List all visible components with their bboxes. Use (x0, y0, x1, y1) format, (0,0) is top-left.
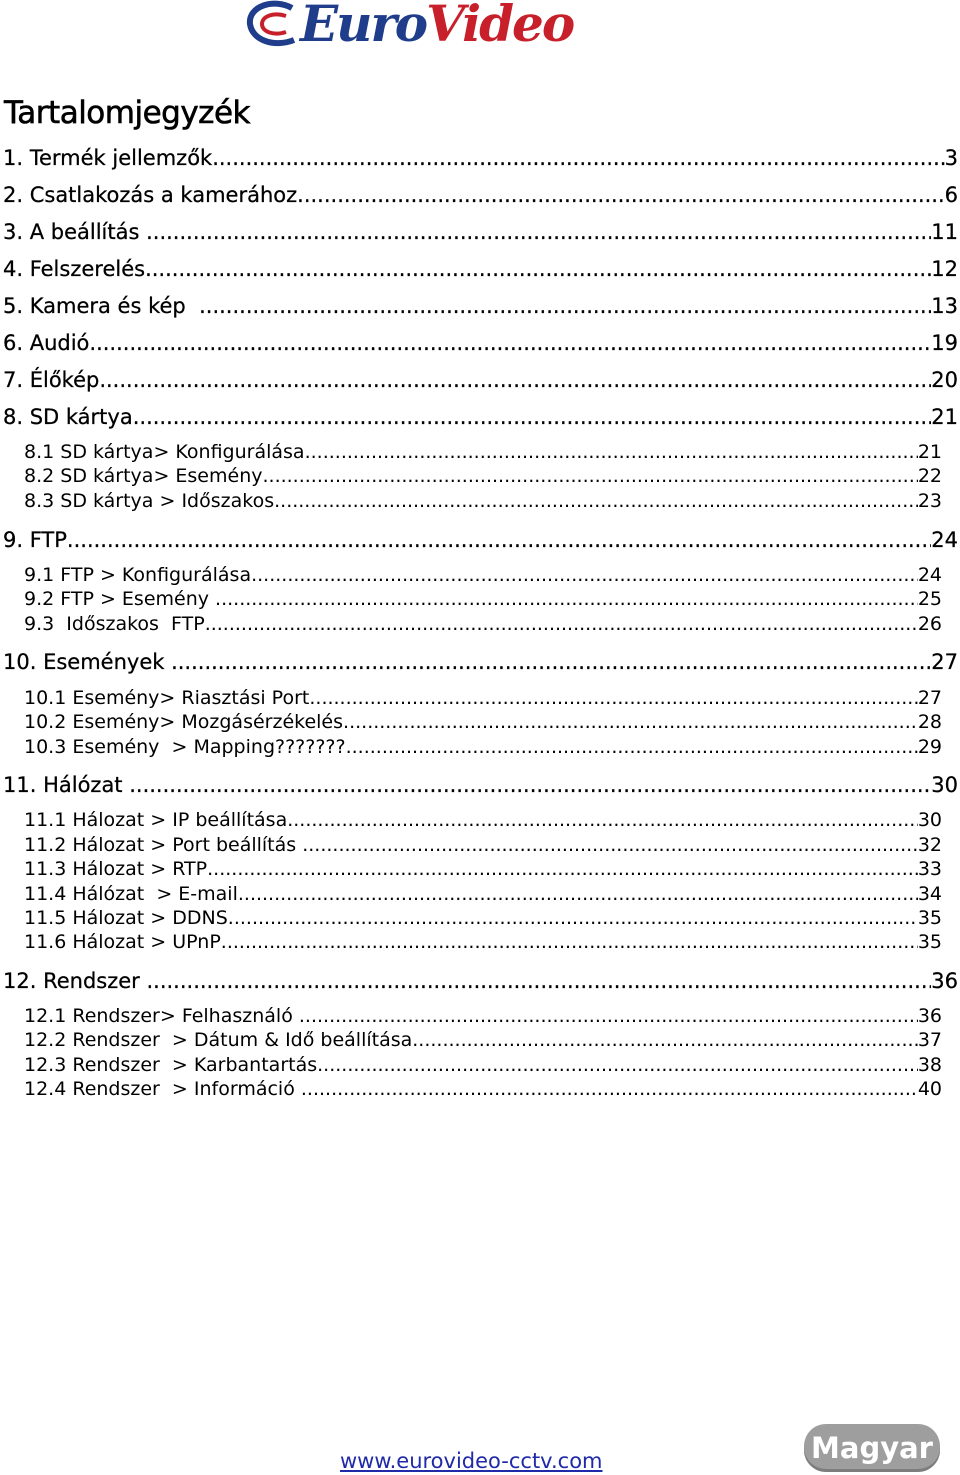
toc-subentry[interactable] (24, 563, 942, 587)
toc-entry-label: 9. FTP (3, 528, 67, 552)
toc-entry-label: 4. Felszerelés (3, 257, 146, 281)
toc-subentry[interactable] (24, 735, 942, 759)
toc-leader-dots (221, 930, 918, 954)
toc-page-number: 11 (931, 220, 958, 244)
toc-leader-dots (212, 144, 944, 172)
toc-page-number: 36 (917, 1005, 942, 1027)
toc-entry-label: 12.2 Rendszer > Dátum & Idő beállítása (24, 1029, 413, 1051)
toc-page-number: 40 (917, 1078, 942, 1100)
toc-leader-dots (305, 440, 918, 464)
toc-page-number: 35 (917, 907, 942, 929)
toc-entry[interactable] (3, 329, 958, 357)
logo-wordmark (300, 0, 573, 54)
toc-entry-label: 12. Rendszer (3, 969, 147, 993)
toc-leader-dots (199, 292, 931, 320)
toc-subentry[interactable] (24, 808, 942, 832)
toc-leader-dots (262, 464, 917, 488)
toc-page-number: 38 (917, 1054, 942, 1076)
toc-entry[interactable] (3, 181, 958, 209)
toc-leader-dots (238, 882, 918, 906)
toc-subentry[interactable] (24, 686, 942, 710)
toc-page-number: 21 (917, 441, 942, 463)
toc-entry-label: 11.2 Hálozat > Port beállítás (24, 834, 303, 856)
toc-entry-label: 6. Audió (3, 331, 90, 355)
toc-entry-label: 3. A beállítás (3, 220, 147, 244)
toc-leader-dots (205, 612, 918, 636)
toc-entry-label: 12.4 Rendszer > Információ (24, 1078, 301, 1100)
toc-leader-dots (145, 255, 931, 283)
toc-page-number: 32 (917, 834, 942, 856)
toc-subentry[interactable] (24, 587, 942, 611)
toc-leader-dots (228, 906, 918, 930)
toc-subentry[interactable] (24, 1028, 942, 1052)
toc-leader-dots (207, 857, 918, 881)
toc-page-number: 19 (931, 331, 958, 355)
toc-entry-label: 8. SD kártya (3, 405, 133, 429)
toc-entry[interactable] (3, 144, 958, 172)
toc-subentry[interactable] (24, 833, 942, 857)
toc-leader-dots (412, 1028, 918, 1052)
toc-page-number: 34 (917, 883, 942, 905)
toc-page-number: 24 (917, 564, 942, 586)
toc-entry-label: 1. Termék jellemzők (3, 146, 213, 170)
toc-entry-label: 11.5 Hálozat > DDNS (24, 907, 228, 929)
toc-page-number: 27 (931, 650, 958, 674)
toc-leader-dots (171, 648, 931, 676)
toc-subentry[interactable] (24, 612, 942, 636)
website-link[interactable]: www.eurovideo-cctv.com (340, 1449, 603, 1473)
toc-page-number: 23 (917, 490, 942, 512)
toc-leader-dots (146, 967, 931, 995)
toc-leader-dots (346, 735, 918, 759)
toc-entry[interactable] (3, 255, 958, 283)
toc-subentry[interactable] (24, 882, 942, 906)
toc-page-number: 35 (917, 931, 942, 953)
toc-page-number: 30 (917, 809, 942, 831)
toc-page-number: 13 (931, 294, 958, 318)
toc-entry[interactable] (3, 648, 958, 676)
toc-entry-label: 9.3 Időszakos FTP (24, 613, 205, 635)
toc-subentry[interactable] (24, 906, 942, 930)
toc-subentry[interactable] (24, 930, 942, 954)
toc-page-number: 25 (917, 588, 942, 610)
toc-leader-dots (99, 366, 931, 394)
toc-subentry[interactable] (24, 1077, 942, 1101)
toc-leader-dots (89, 329, 931, 357)
toc-page-number: 37 (917, 1029, 942, 1051)
toc-subentry[interactable] (24, 489, 942, 513)
toc-subentry[interactable] (24, 464, 942, 488)
toc-leader-dots (146, 218, 931, 246)
toc-page-number: 3 (944, 146, 958, 170)
toc-subentry[interactable] (24, 710, 942, 734)
toc-entry-label: 7. Élőkép (3, 368, 100, 392)
toc-entry-label: 9.1 FTP > Konfigurálása (24, 564, 252, 586)
toc-leader-dots (317, 1053, 918, 1077)
toc-entry-label: 11.6 Hálozat > UPnP (24, 931, 221, 953)
logo-part-video: Video (426, 0, 574, 53)
toc-entry[interactable] (3, 526, 958, 554)
toc-entry[interactable] (3, 366, 958, 394)
toc-title: Tartalomjegyzék (4, 95, 250, 131)
logo-part-euro: Euro (300, 0, 427, 53)
toc-page-number: 36 (931, 969, 958, 993)
toc-page-number: 20 (931, 368, 958, 392)
toc-page-number: 12 (931, 257, 958, 281)
toc-page-number: 33 (917, 858, 942, 880)
toc-leader-dots (274, 489, 918, 513)
toc-page-number: 26 (917, 613, 942, 635)
toc-entry[interactable] (3, 771, 958, 799)
language-badge: Magyar (804, 1424, 940, 1472)
toc-leader-dots (302, 833, 918, 857)
toc-leader-dots (297, 181, 944, 209)
toc-leader-dots (287, 808, 918, 832)
toc-page-number: 24 (931, 528, 958, 552)
toc-leader-dots (133, 403, 932, 431)
toc-subentry[interactable] (24, 1004, 942, 1028)
toc-leader-dots (67, 526, 931, 554)
toc-subentry[interactable] (24, 440, 942, 464)
toc-leader-dots (251, 563, 918, 587)
toc-subentry[interactable] (24, 857, 942, 881)
toc-page-number: 29 (917, 736, 942, 758)
toc-page-number: 6 (944, 183, 958, 207)
toc-page-number: 21 (931, 405, 958, 429)
toc-entry-label: 9.2 FTP > Esemény (24, 588, 216, 610)
eurovideo-logo (240, 0, 730, 52)
toc-entry-label: 8.1 SD kártya> Konfigurálása (24, 441, 305, 463)
toc-entry-label: 8.2 SD kártya> Esemény (24, 465, 263, 487)
toc-entry[interactable] (3, 218, 958, 246)
toc-leader-dots (343, 710, 918, 734)
toc-entry-label: 10.1 Esemény> Riasztási Port (24, 687, 310, 709)
toc-entry-label: 11. Hálózat (3, 773, 130, 797)
toc-page-number: 28 (917, 711, 942, 733)
toc-leader-dots (309, 686, 917, 710)
toc-entry-label: 8.3 SD kártya > Időszakos (24, 490, 275, 512)
toc-subentry[interactable] (24, 1053, 942, 1077)
toc-page-number: 30 (931, 773, 958, 797)
toc-entry-label: 2. Csatlakozás a kamerához (3, 183, 298, 207)
toc-entry-label: 12.3 Rendszer > Karbantartás (24, 1054, 318, 1076)
toc-entry-label: 11.3 Hálozat > RTP (24, 858, 208, 880)
toc-entry-label: 10. Események (3, 650, 172, 674)
toc-leader-dots (299, 1004, 918, 1028)
toc-entry-label: 12.1 Rendszer> Felhasználó (24, 1005, 299, 1027)
toc-entry-label: 5. Kamera és kép (3, 294, 200, 318)
toc-entry[interactable] (3, 292, 958, 320)
toc-leader-dots (129, 771, 931, 799)
toc-entry-label: 10.3 Esemény > Mapping??????? (24, 736, 346, 758)
toc-entry-label: 10.2 Esemény> Mozgásérzékelés (24, 711, 344, 733)
toc-entry[interactable] (3, 403, 958, 431)
toc-page-number: 22 (917, 465, 942, 487)
toc-entry-label: 11.4 Hálózat > E-mail (24, 883, 238, 905)
toc-entry-label: 11.1 Hálozat > IP beállítása (24, 809, 288, 831)
toc-page-number: 27 (917, 687, 942, 709)
toc-entry[interactable] (3, 967, 958, 995)
toc-leader-dots (215, 587, 918, 611)
toc-leader-dots (301, 1077, 918, 1101)
